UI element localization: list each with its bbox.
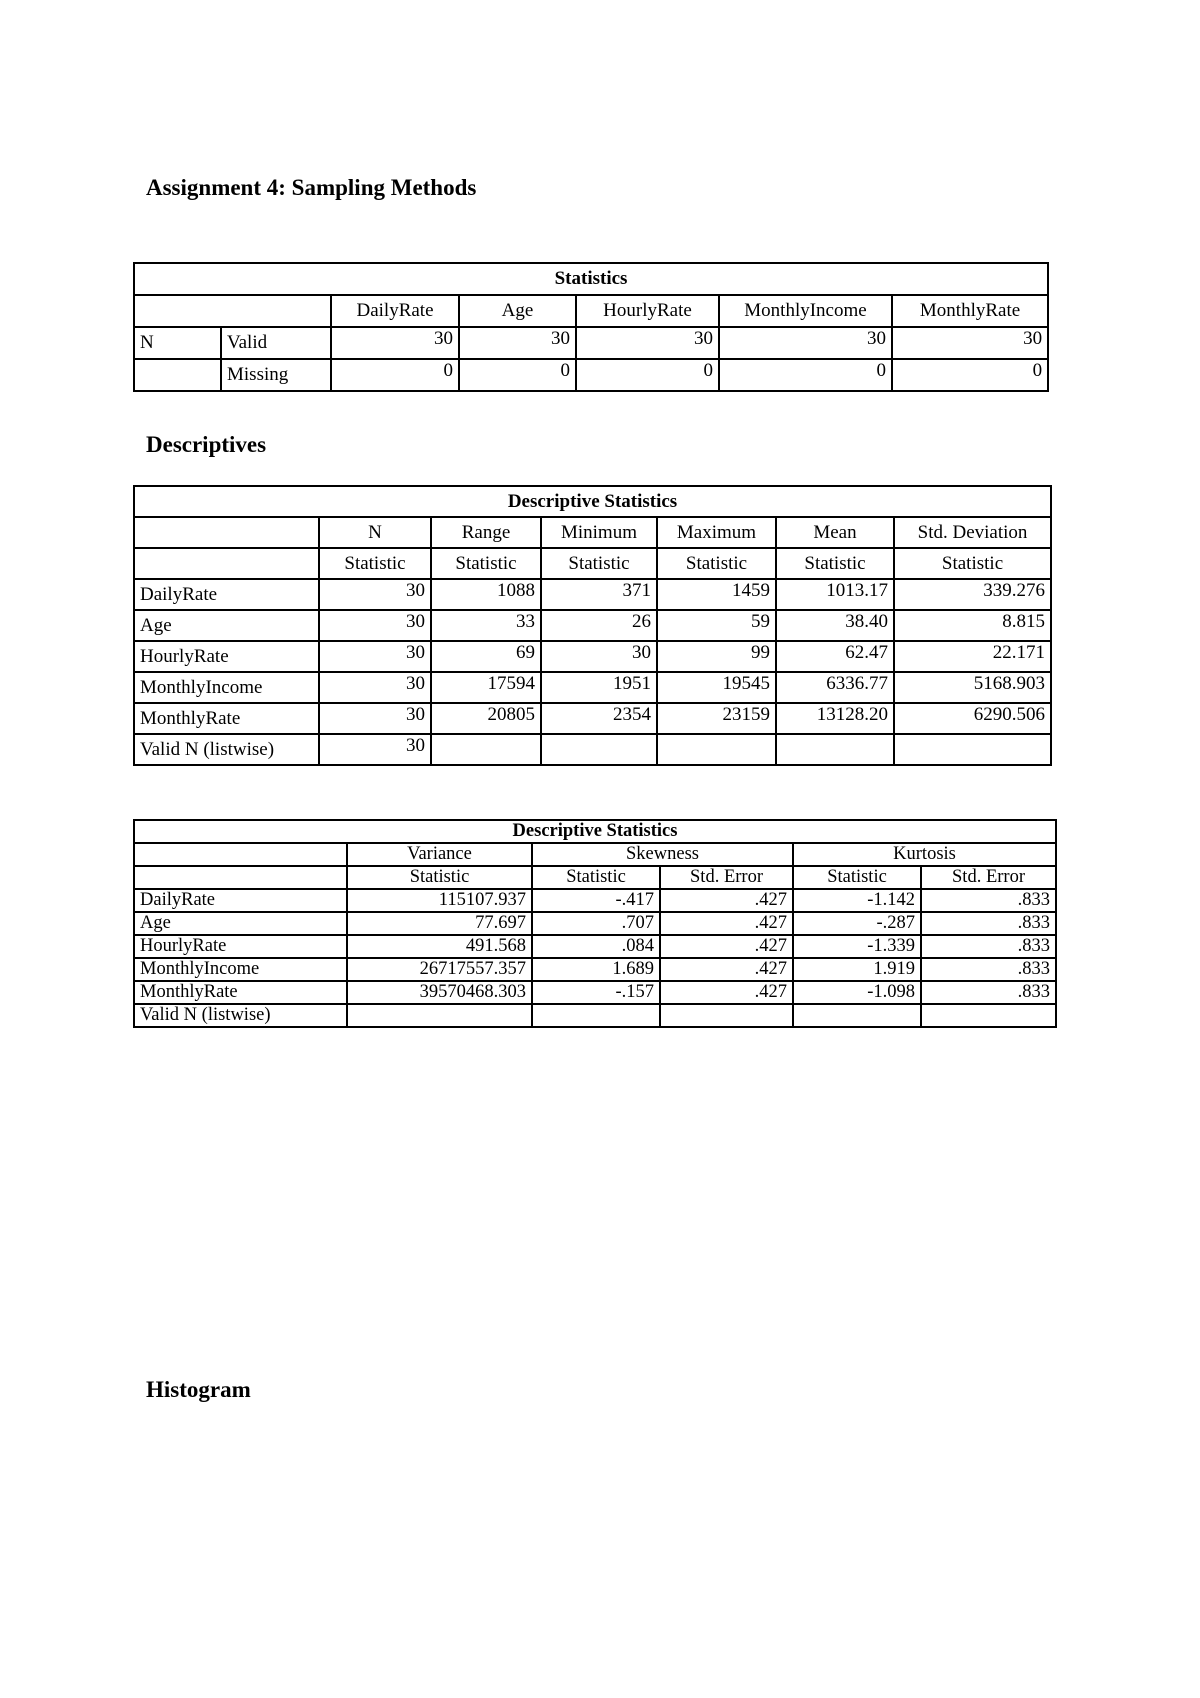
table-cell [793, 1004, 921, 1027]
row-label: Missing [221, 359, 331, 391]
table-row [134, 579, 1051, 610]
table-cell: .833 [921, 912, 1056, 935]
table-cell: 30 [319, 672, 431, 703]
table-cell: .427 [660, 958, 793, 981]
table-cell: 0 [576, 359, 719, 391]
table-cell: -.417 [532, 889, 660, 912]
column-subheader: Statistic [319, 548, 431, 579]
column-header: Minimum [541, 517, 657, 548]
column-subheader: Statistic [347, 866, 532, 889]
header-blank-cell [134, 517, 319, 548]
row-label: Age [134, 610, 319, 641]
table-cell: 30 [319, 579, 431, 610]
column-header: Mean [776, 517, 894, 548]
table-cell: 59 [657, 610, 776, 641]
table-cell: 0 [459, 359, 576, 391]
row-label: MonthlyRate [134, 703, 319, 734]
table-cell [921, 1004, 1056, 1027]
column-header: Maximum [657, 517, 776, 548]
table-title-row [134, 486, 1051, 517]
table-cell: 1013.17 [776, 579, 894, 610]
table-cell: 30 [319, 610, 431, 641]
table-header-row [134, 517, 1051, 548]
table-cell: 30 [719, 327, 892, 359]
column-header: Age [459, 295, 576, 327]
table-cell: 38.40 [776, 610, 894, 641]
table-cell: 1459 [657, 579, 776, 610]
column-subheader: Statistic [532, 866, 660, 889]
table-cell: 115107.937 [347, 889, 532, 912]
table-subheader-row [134, 548, 1051, 579]
table-cell: 19545 [657, 672, 776, 703]
table-cell: 1088 [431, 579, 541, 610]
row-label: MonthlyIncome [134, 672, 319, 703]
table-cell: 339.276 [894, 579, 1051, 610]
row-label: Valid N (listwise) [134, 1004, 347, 1027]
table-cell: 30 [541, 641, 657, 672]
table-cell [347, 1004, 532, 1027]
table-cell: 30 [319, 734, 431, 765]
table-cell: .833 [921, 981, 1056, 1004]
row-label: Valid [221, 327, 331, 359]
table-cell: -1.339 [793, 935, 921, 958]
table-row [134, 981, 1056, 1004]
table-cell: -1.098 [793, 981, 921, 1004]
table-cell: 6290.506 [894, 703, 1051, 734]
table-cell: 1951 [541, 672, 657, 703]
table-row [134, 641, 1051, 672]
row-group-label: N [134, 327, 221, 359]
header-blank-cell [134, 843, 347, 866]
table-cell: .084 [532, 935, 660, 958]
table-cell: .427 [660, 981, 793, 1004]
column-header: Std. Deviation [894, 517, 1051, 548]
table-row [134, 912, 1056, 935]
table-cell: 0 [331, 359, 459, 391]
table-cell: 20805 [431, 703, 541, 734]
table-cell: 77.697 [347, 912, 532, 935]
header-blank-cell [134, 295, 331, 327]
table-cell: 17594 [431, 672, 541, 703]
table-cell: 30 [319, 703, 431, 734]
table-cell: .833 [921, 935, 1056, 958]
table-cell [431, 734, 541, 765]
page-title: Assignment 4: Sampling Methods [146, 175, 477, 200]
column-header: Range [431, 517, 541, 548]
row-label: MonthlyRate [134, 981, 347, 1004]
table-cell: 62.47 [776, 641, 894, 672]
table-row [134, 958, 1056, 981]
table-cell: 0 [892, 359, 1048, 391]
column-group-header: Skewness [532, 843, 793, 866]
row-group-label [134, 359, 221, 391]
descriptive-statistics-table-2 [133, 819, 1057, 1028]
column-subheader: Std. Error [660, 866, 793, 889]
table-cell: 26717557.357 [347, 958, 532, 981]
table-cell: .833 [921, 958, 1056, 981]
table-row [134, 734, 1051, 765]
table-title: Descriptive Statistics [134, 486, 1051, 517]
table-cell: 0 [719, 359, 892, 391]
table-cell: -.287 [793, 912, 921, 935]
column-subheader: Statistic [657, 548, 776, 579]
table-header-row [134, 843, 1056, 866]
table-cell [776, 734, 894, 765]
table-header-row [134, 295, 1048, 327]
table-row [134, 359, 1048, 391]
statistics-table [133, 262, 1049, 392]
column-subheader: Std. Error [921, 866, 1056, 889]
table-row [134, 672, 1051, 703]
row-label: HourlyRate [134, 641, 319, 672]
table-cell: .427 [660, 889, 793, 912]
row-label: DailyRate [134, 889, 347, 912]
table-title-row [134, 263, 1048, 295]
column-header: MonthlyIncome [719, 295, 892, 327]
table-cell: 6336.77 [776, 672, 894, 703]
column-subheader: Statistic [894, 548, 1051, 579]
row-label: Age [134, 912, 347, 935]
table-cell: 23159 [657, 703, 776, 734]
table-cell [541, 734, 657, 765]
column-group-header: Kurtosis [793, 843, 1056, 866]
table-row [134, 935, 1056, 958]
table-cell [894, 734, 1051, 765]
column-subheader: Statistic [793, 866, 921, 889]
table-cell: 69 [431, 641, 541, 672]
table-row [134, 889, 1056, 912]
header-blank-cell [134, 866, 347, 889]
table-cell [657, 734, 776, 765]
table-cell: .427 [660, 935, 793, 958]
header-blank-cell [134, 548, 319, 579]
table-cell: 2354 [541, 703, 657, 734]
table-cell: 1.919 [793, 958, 921, 981]
column-subheader: Statistic [776, 548, 894, 579]
column-header: MonthlyRate [892, 295, 1048, 327]
table-cell: -.157 [532, 981, 660, 1004]
row-label: Valid N (listwise) [134, 734, 319, 765]
column-header: N [319, 517, 431, 548]
table-cell: .833 [921, 889, 1056, 912]
table-cell [660, 1004, 793, 1027]
table-cell: 371 [541, 579, 657, 610]
table-cell: 30 [331, 327, 459, 359]
descriptives-heading: Descriptives [146, 432, 267, 457]
column-header: HourlyRate [576, 295, 719, 327]
table-title: Statistics [134, 263, 1048, 295]
table-cell: 491.568 [347, 935, 532, 958]
table-subheader-row [134, 866, 1056, 889]
table-row [134, 610, 1051, 641]
row-label: MonthlyIncome [134, 958, 347, 981]
table-cell: 30 [576, 327, 719, 359]
table-cell: 5168.903 [894, 672, 1051, 703]
table-row [134, 327, 1048, 359]
table-cell: 22.171 [894, 641, 1051, 672]
row-label: DailyRate [134, 579, 319, 610]
table-title-row [134, 820, 1056, 843]
table-cell: -1.142 [793, 889, 921, 912]
table-cell: .427 [660, 912, 793, 935]
table-cell: 39570468.303 [347, 981, 532, 1004]
table-cell: .707 [532, 912, 660, 935]
table-cell: 13128.20 [776, 703, 894, 734]
table-cell: 30 [892, 327, 1048, 359]
descriptive-statistics-table [133, 485, 1052, 766]
table-cell [532, 1004, 660, 1027]
table-cell: 33 [431, 610, 541, 641]
column-subheader: Statistic [541, 548, 657, 579]
column-header: DailyRate [331, 295, 459, 327]
column-subheader: Statistic [431, 548, 541, 579]
table-row [134, 703, 1051, 734]
column-group-header: Variance [347, 843, 532, 866]
table-cell: 99 [657, 641, 776, 672]
table-cell: 1.689 [532, 958, 660, 981]
table-cell: 30 [319, 641, 431, 672]
table-cell: 8.815 [894, 610, 1051, 641]
table-row [134, 1004, 1056, 1027]
row-label: HourlyRate [134, 935, 347, 958]
table-cell: 30 [459, 327, 576, 359]
table-title: Descriptive Statistics [134, 820, 1056, 843]
table-cell: 26 [541, 610, 657, 641]
histogram-heading: Histogram [146, 1377, 251, 1402]
